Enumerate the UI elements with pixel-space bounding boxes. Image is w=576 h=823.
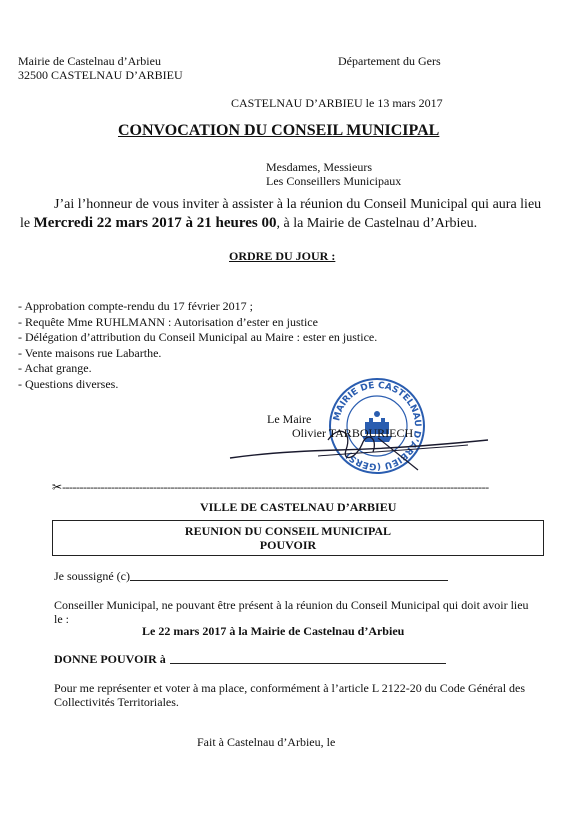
agenda-item: - Requête Mme RUHLMANN : Autorisation d’ester en justice (18, 314, 318, 329)
agenda-item: - Approbation compte-rendu du 17 février 2017 ; (18, 299, 253, 313)
representation-line2: Collectivités Territoriales. (54, 695, 179, 709)
agenda-list (18, 299, 377, 392)
svg-text:MAIRIE DE CASTELNAU D’ARBIEU (: MAIRIE DE CASTELNAU D’ARBIEU (GERS) (332, 380, 423, 472)
agenda-item: - Achat grange. (18, 361, 92, 375)
recipients-line2: Les Conseillers Municipaux (266, 174, 402, 188)
agenda-item: - Délégation d’attribution du Conseil Municipal au Maire : ester en justice. (18, 330, 378, 344)
place-date: CASTELNAU D’ARBIEU le 13 mars 2017 (231, 96, 443, 110)
town-name: VILLE DE CASTELNAU D’ARBIEU (200, 500, 397, 514)
recipients-line1: Mesdames, Messieurs (266, 160, 372, 174)
done-at: Fait à Castelnau d’Arbieu, le (197, 735, 336, 749)
intro-prefix: le (20, 216, 34, 231)
meeting-line: Le 22 mars 2017 à la Mairie de Castelnau d’Arbieu (142, 624, 405, 638)
proxy-box-line1: REUNION DU CONSEIL MUNICIPAL (184, 524, 392, 538)
proxy-body-line1: Conseiller Municipal, ne pouvant être présent à la réunion du Conseil Municipal qui doit avoir lieu (54, 598, 529, 612)
department: Département du Gers (338, 54, 441, 68)
proxy-holder-field[interactable] (170, 663, 446, 664)
agenda-item: - Vente maisons rue Labarthe. (18, 345, 162, 360)
sender-name: Mairie de Castelnau d’Arbieu (18, 54, 161, 68)
undersigned-field[interactable] (130, 580, 448, 581)
undersigned-label: Je soussigné (c) (54, 569, 130, 583)
mayor-name: Olivier TARBOURIECH (292, 426, 414, 440)
proxy-box-line2: POUVOIR (259, 538, 317, 552)
intro-line1: J’ai l’honneur de vous inviter à assister à la réunion du Conseil Municipal qui aura lieu (54, 197, 542, 212)
dashed-line: -------------------------------------------------------------------------------------------------------------------------- (62, 480, 489, 494)
agenda-item: - Questions diverses. (18, 376, 119, 391)
scissors-icon: ✂ (52, 480, 63, 494)
grant-label: DONNE POUVOIR à (54, 652, 166, 666)
agenda-heading: ORDRE DU JOUR : (229, 249, 336, 263)
sender-address: 32500 CASTELNAU D’ARBIEU (18, 68, 183, 82)
intro-line2 (20, 215, 477, 232)
meeting-datetime: Mercredi 22 mars 2017 à 21 heures 00 (33, 215, 277, 231)
intro-suffix: , à la Mairie de Castelnau d’Arbieu. (276, 216, 478, 231)
representation-line1: Pour me représenter et voter à ma place, conformément à l’article L 2122-20 du Code Général des (54, 681, 526, 695)
document-title: CONVOCATION DU CONSEIL MUNICIPAL (118, 122, 440, 139)
cut-line (52, 480, 489, 495)
proxy-body-line2: le : (54, 612, 69, 626)
mayor-role: Le Maire (267, 412, 312, 426)
